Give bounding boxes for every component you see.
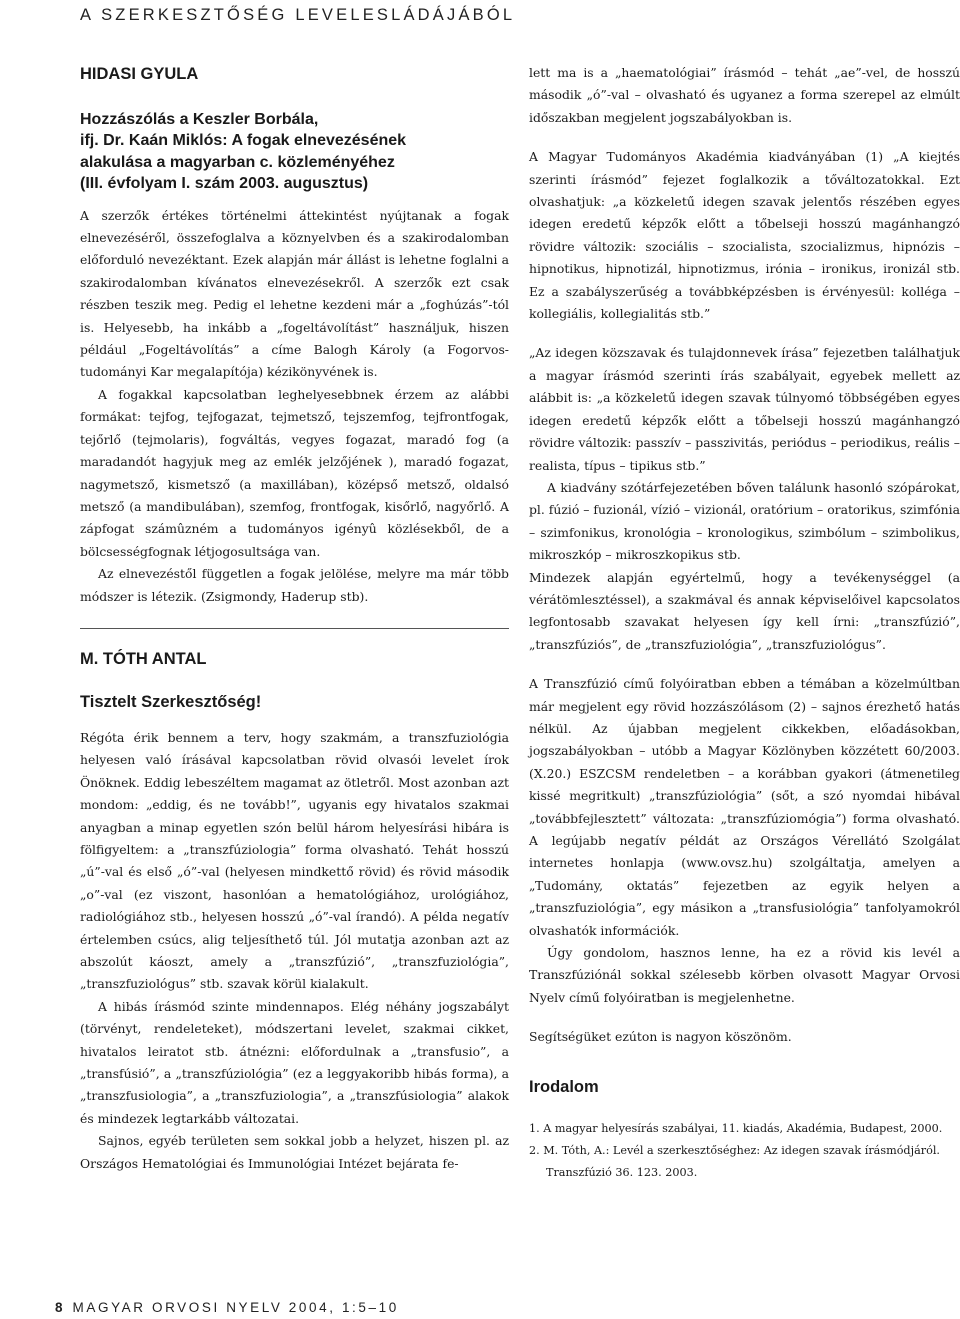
left-column	[80, 62, 509, 1175]
paragraph: A szerzők értékes történelmi áttekintést nyújtanak a fogak elnevezéséről, összefoglalva a köznyelvben és a szakirodalomban előforduló nevezéktant. Ezek alapján már állást is lehetne foglalni a szakirodalomban kívánatos elnevezésekről. A szerzők ezt csak részben teszik meg. Pedig el lehetne kezdeni már a „foghúzás”-tól is. Helyesebb, ha inkább a „fogeltávolítást” használjuk, hiszen például „Fogeltávolítás” a címe Balogh Károly (a Fogorvos-tudományi Kar megalapítója) kézikönyvének is.	[80, 207, 509, 380]
paragraph: Úgy gondolom, hasznos lenne, ha ez a rövid kis levél a Transzfúziónál sokkal szélesebb körben olvasott Magyar Orvosi Nyelv című folyóiratban is megjelenhetne.	[529, 945, 960, 1005]
paragraph: Régóta érik bennem a terv, hogy szakmám, a transzfuziológia helyesen való írásával kapcsolatban rövid olvasói levelet írok Önöknek. Eddig lebeszéltem magamat az ötletről. Most azonban azt mondom: „eddig, és ne tovább!”, ugyanis egy hivatalos szakmai anyagban a minap egyetlen szón belül három helyesírási hibára is fölfigyeltem: a „transzfúziologia” forma olvasható. Tehát hosszú „ú”-val és első „ó”-val (helyesen mindkettő rövid) és rövid második „o”-val (ez viszont, hasonlóan a hematológiához, urológiához, radiológiához stb., helyesen hosszú „ó”-val írandó). A példa negatív értelemben csúcs, alig teljesíthető túl. Jól mutatja azonban azt az abszolút káoszt, amely a „transzfúzió”, „transzfuziológia”, „transzfuziológus” stb. szavak körül kialakult.	[80, 729, 509, 992]
article-title-line: (III. évfolyam I. szám 2003. augusztus)	[80, 175, 369, 193]
reference-item-continued: Transzfúzió 36. 123. 2003.	[546, 1166, 698, 1180]
paragraph: A hibás írásmód szinte mindennapos. Elég néhány jogszabályt (törvényt, rendeleteket), módszertani levelet, szakmai cikket, hivatalos leiratot stb. átnézni: előfordulnak a „transfusio”, a „transfúsió”, a „transzfúziológia” (ez a leggyakoribb hibás forma), a „transzfusiologia”, a „transzfuziologia”, a „transzfúsiologia” alakok és mindezek legtarkább változatai.	[80, 998, 509, 1126]
right-column	[529, 62, 960, 1185]
paragraph: Az elnevezéstől független a fogak jelölése, melyre ma már több módszer is létezik. (Zsigmondy, Haderup stb).	[80, 566, 509, 604]
letter-body-continued	[529, 62, 960, 1049]
article-title-line: Hozzászólás a Keszler Borbála,	[80, 111, 319, 128]
running-head: A SZERKESZTŐSÉG LEVELESLÁDÁJÁBÓL	[80, 6, 516, 24]
author-name: HIDASI GYULA	[80, 65, 199, 83]
paragraph: A kiadvány szótárfejezetében bőven találunk hasonló szópárokat, pl. fúzió – fuzionál, vízió – vizionál, oratórium – oratorikus, szimfónia – szimfonikus, kronológia – kronologikus, szimbólum – szimbolikus, mikroszkóp – mikroszkopikus stb.	[529, 479, 960, 563]
paragraph: lett ma is a „haematológiai” írásmód – tehát „ae”-vel, de hosszú második „ó”-val – olvasható és ugyanez a forma szerepel az elmúlt időszakban megjelent jogszabályokban is.	[529, 65, 960, 125]
references-list	[529, 1118, 960, 1185]
paragraph: Sajnos, egyéb területen sem sokkal jobb a helyzet, hiszen pl. az Országos Hematológiai és Immunológiai Intézet bejárata fe-	[80, 1133, 509, 1171]
reference-item: 1. A magyar helyesírás szabályai, 11. kiadás, Akadémia, Budapest, 2000.	[529, 1121, 943, 1135]
letter-salutation: Tisztelt Szerkesztőség!	[80, 692, 262, 711]
letter-author-name: M. TÓTH ANTAL	[80, 649, 207, 668]
paragraph: Segítségüket ezúton is nagyon köszönöm.	[529, 1029, 792, 1045]
letter-body	[80, 727, 509, 1175]
paragraph: A fogakkal kapcsolatban leghelyesebbnek érzem az alábbi formákat: tejfog, tejfogazat, tejmetsző, tejszemfog, tejfrontfogak, tejőrlő (tejmolaris), fogváltás, vegyes fogazat, maradó fog (a maradandót hagyjuk meg az emlék jelzőjének ), maradó fogazat, nagymetsző, kismetsző (a maxillában), középső metsző, oldalsó metsző (a mandibulában), szemfog, frontfogak, kisőrlő, nagyőrlő. A zápfogat számûzném a tudományos igényû közlésekből, de a bölcsességfognak létjogosultsága van.	[80, 386, 509, 559]
page-footer	[55, 1300, 399, 1315]
paragraph: „Az idegen közszavak és tulajdonnevek írása” fejezetben találhatjuk a magyar írásmód szerinti írás szabályait, egyebek mellett az alábbit is: „a közkeletű idegen szavak túlnyomó többségében egyes idegen eredetű képzők előtt a tőbelseji hosszú magánhangzó rövidre változik: passzív – passzivitás, periódus – periodikus, reális – realista, típus – tipikus stb.”	[529, 345, 960, 473]
journal-citation: MAGYAR ORVOSI NYELV 2004, 1:5–10	[72, 1300, 399, 1315]
article-title-line: ifj. Dr. Kaán Miklós: A fogak elnevezésének	[80, 132, 407, 150]
article-title-line: alakulása a magyarban c. közleményéhez	[80, 153, 395, 171]
section-divider	[80, 628, 509, 629]
paragraph: A Transzfúzió című folyóiratban ebben a témában a közelmúltban már megjelent egy rövid hozzászólásom (2) – sajnos érezhető hatás nélkül. Az újabban megjelent cikkekben, előadásokban, jogszabályokban – utóbb a Magyar Közlönyben közzétett 60/2003. (X.20.) ESZCSM rendeletben – a korábban gyakori (átmenetileg kissé megritkult) „transzfúziológia” (sőt, a szó nyomdai hibával „továbbfejlesztett” változata: „transzfúziomógia”) forma olvasható. A legújabb negatív példát az Országos Vérellátó Szolgálat internetes honlapja (www.ovsz.hu) szolgáltatja, amelyen a „Tudomány, oktatás” fejezetben az egyik helyen a „transzfuziológia”, egy másikon a „transfusiológia” tanfolyamokról olvashatók információk.	[529, 676, 960, 938]
paragraph: Mindezek alapján egyértelmű, hogy a tevékenységgel (a vérátömlesztéssel), a szakmával és annak képviselőivel kapcsolatos legfontosabb szavakat helyesen így kell írni: „transzfúzió”, „transzfúziós”, de „transzfuziológia”, „transzfuziológus”.	[529, 569, 960, 652]
article-body	[80, 205, 509, 608]
references-heading: Irodalom	[529, 1077, 599, 1096]
paragraph: A Magyar Tudományos Akadémia kiadványában (1) „A kiejtés szerinti írásmód” fejezet foglalkozik a tőváltozatokkal. Ezt olvashatjuk: „a közkeletű idegen szavak jelentős részében egyes idegen eredetű képzők előtt a tőbelseji hosszú magánhangzó rövidre változik: szociális – szocialista, szocializmus, hipnózis – hipnotikus, hipnotizál, hipnotizmus, irónia – ironikus, ironizál stb. Ez a szabályszerűség a továbbképzésben is érvényesül: kolléga – kollegiális, kollegialitás stb.”	[529, 149, 960, 322]
article-title	[80, 109, 509, 195]
page-number: 8	[55, 1300, 63, 1315]
reference-item: 2. M. Tóth, A.: Levél a szerkesztőséghez: Az idegen szavak írásmódjáról.	[529, 1144, 940, 1158]
